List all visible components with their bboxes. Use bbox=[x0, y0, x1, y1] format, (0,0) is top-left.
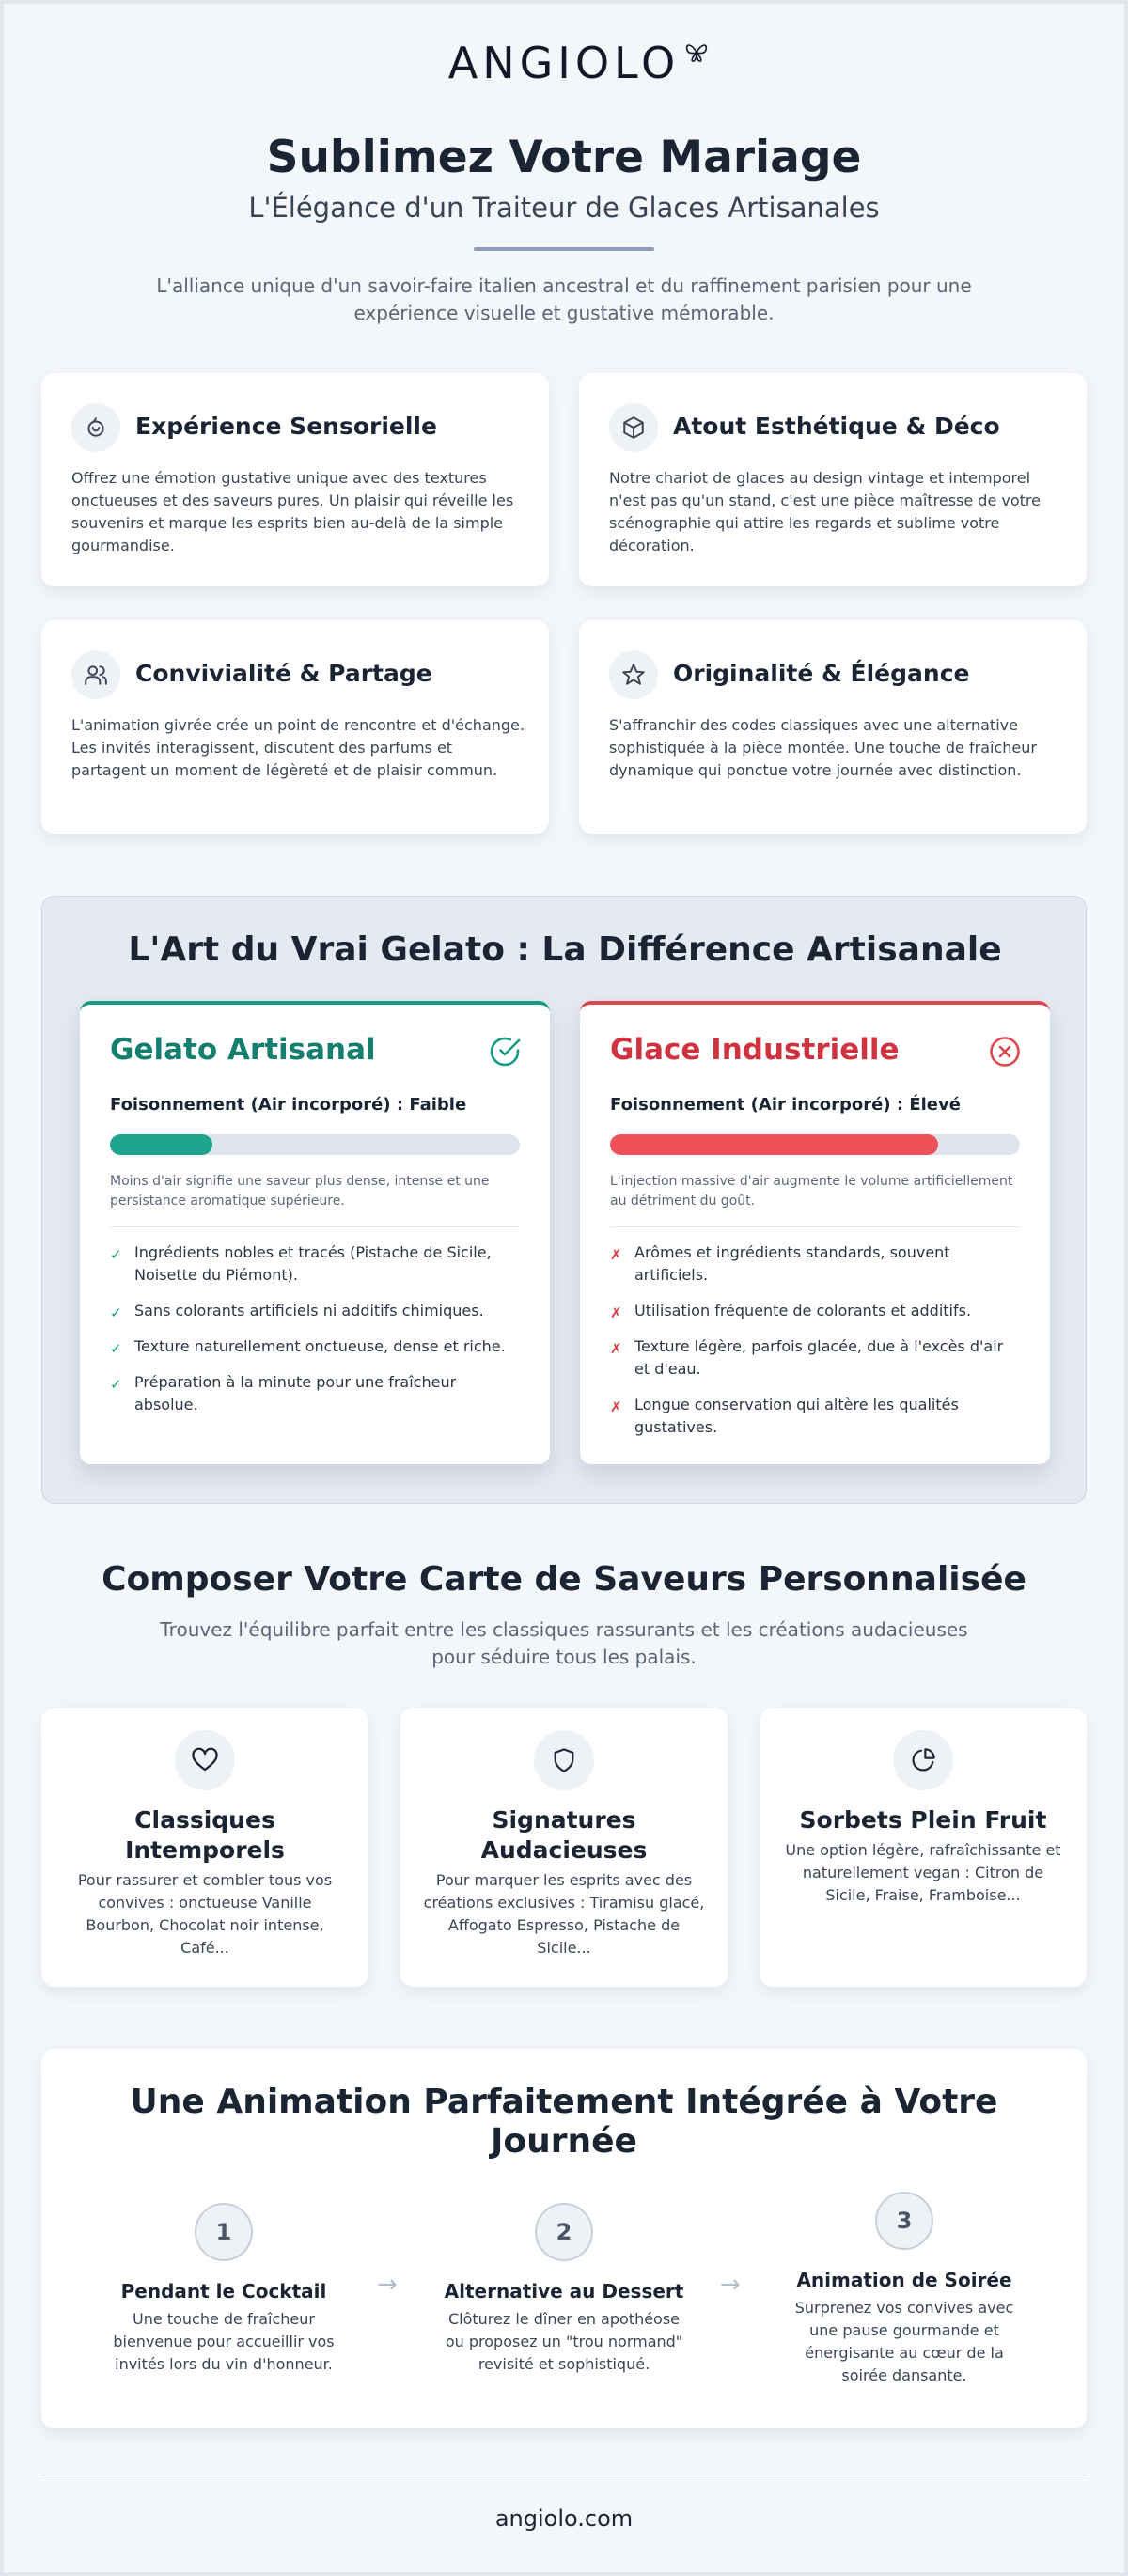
comparison-list-item bbox=[110, 1241, 520, 1287]
users-icon bbox=[71, 650, 120, 699]
flavor-text: Pour marquer les esprits avec des créations exclusives : Tiramisu glacé, Affogato Espresso, Pistache de Sicile... bbox=[423, 1871, 705, 1957]
feature-card-sensory bbox=[41, 373, 549, 586]
timeline-section bbox=[41, 2049, 1087, 2428]
flavor-card-sorbets bbox=[760, 1708, 1087, 1987]
artisanal-note: Moins d'air signifie une saveur plus dense, intense et une persistance aromatique supérieure. bbox=[110, 1174, 490, 1209]
feature-title: Atout Esthétique & Déco bbox=[673, 413, 1000, 440]
step-arrow-icon: → bbox=[377, 2271, 398, 2299]
cube-icon bbox=[609, 403, 658, 452]
check-mark-icon: ✓ bbox=[110, 1304, 122, 1321]
flavor-title: Signatures Audacieuses bbox=[480, 1806, 648, 1864]
comparison-list-item bbox=[110, 1335, 520, 1358]
card-separator bbox=[610, 1226, 1020, 1227]
step-text: Surprenez vos convives avec une pause gourmande et énergisante au cœur de la soirée dansante. bbox=[794, 2299, 1014, 2384]
pie-chart-icon bbox=[893, 1730, 953, 1790]
industrial-air-bar bbox=[610, 1134, 1020, 1155]
heart-icon bbox=[175, 1730, 235, 1790]
industrial-title: Glace Industrielle bbox=[610, 1033, 900, 1067]
feature-title: Convivialité & Partage bbox=[135, 660, 432, 687]
flavor-title: Classiques Intemporels bbox=[125, 1806, 285, 1864]
list-item-text: Texture naturellement onctueuse, dense et riche. bbox=[134, 1337, 506, 1355]
flavors-title: Composer Votre Carte de Saveurs Personnalisée bbox=[102, 1560, 1026, 1599]
brand-logo[interactable]: ANGIOLO bbox=[447, 38, 681, 88]
comparison-list-item bbox=[110, 1300, 520, 1322]
comparison-list-item bbox=[610, 1241, 1020, 1287]
step-title: Animation de Soirée bbox=[796, 2269, 1012, 2291]
feature-title: Expérience Sensorielle bbox=[135, 413, 437, 440]
feature-card-conviviality bbox=[41, 620, 549, 834]
list-item-text: Longue conservation qui altère les qualités gustatives. bbox=[634, 1396, 959, 1436]
timeline-title: Une Animation Parfaitement Intégrée à Votre Journée bbox=[130, 2083, 998, 2161]
flavor-text: Une option légère, rafraîchissante et naturellement vegan : Citron de Sicile, Fraise, Framboise... bbox=[785, 1841, 1061, 1904]
flavors-subtitle: Trouvez l'équilibre parfait entre les classiques rassurants et les créations audacieuses pour séduire tous les palais. bbox=[160, 1618, 968, 1668]
list-item-text: Ingrédients nobles et tracés (Pistache de Sicile, Noisette du Piémont). bbox=[134, 1243, 492, 1284]
page-subtitle: L'Élégance d'un Traiteur de Glaces Artisanales bbox=[248, 192, 880, 224]
cross-mark-icon: ✗ bbox=[610, 1246, 622, 1263]
list-item-text: Préparation à la minute pour une fraîcheur absolue. bbox=[134, 1373, 457, 1413]
butterfly-icon bbox=[682, 38, 711, 66]
step-title: Pendant le Cocktail bbox=[120, 2280, 327, 2303]
check-mark-icon: ✓ bbox=[110, 1376, 122, 1393]
artisanal-metric: Foisonnement (Air incorporé) : Faible bbox=[110, 1095, 467, 1115]
shield-icon bbox=[534, 1730, 594, 1790]
artisanal-list bbox=[110, 1241, 520, 1429]
feature-text: Notre chariot de glaces au design vintage et intemporel n'est pas qu'un stand, c'est une pièce maîtresse de votre scénographie qui attire les regards et sublime votre décoration. bbox=[609, 469, 1041, 554]
step-number: 1 bbox=[195, 2203, 253, 2261]
list-item-text: Arômes et ingrédients standards, souvent artificiels. bbox=[634, 1243, 950, 1284]
card-separator bbox=[110, 1226, 520, 1227]
step-title: Alternative au Dessert bbox=[444, 2280, 684, 2303]
comparison-list-item bbox=[610, 1394, 1020, 1439]
artisanal-title: Gelato Artisanal bbox=[110, 1033, 376, 1067]
comparison-list-item bbox=[610, 1335, 1020, 1381]
step-arrow-icon: → bbox=[720, 2271, 741, 2299]
x-circle-icon bbox=[988, 1035, 1022, 1069]
list-item-text: Texture légère, parfois glacée, due à l'excès d'air et d'eau. bbox=[634, 1337, 1004, 1378]
star-icon bbox=[609, 650, 658, 699]
title-divider bbox=[474, 247, 654, 251]
feature-card-originality bbox=[579, 620, 1087, 834]
page-title: Sublimez Votre Mariage bbox=[266, 132, 862, 183]
feature-title: Originalité & Élégance bbox=[673, 660, 970, 687]
check-circle-icon bbox=[488, 1035, 522, 1069]
industrial-list bbox=[610, 1241, 1020, 1452]
flavor-title: Sorbets Plein Fruit bbox=[799, 1806, 1047, 1834]
industrial-note: L'injection massive d'air augmente le volume artificiellement au détriment du goût. bbox=[610, 1174, 1013, 1209]
comparison-title: L'Art du Vrai Gelato : La Différence Artisanale bbox=[128, 930, 1002, 969]
step-number: 3 bbox=[875, 2192, 933, 2250]
intro-text: L'alliance unique d'un savoir-faire italien ancestral et du raffinement parisien pour une expérience visuelle et gustative mémorable. bbox=[156, 274, 972, 324]
industrial-air-bar-fill bbox=[610, 1134, 938, 1155]
comparison-section bbox=[41, 896, 1087, 1504]
step-number: 2 bbox=[535, 2203, 593, 2261]
feature-text: Offrez une émotion gustative unique avec des textures onctueuses et des saveurs pures. Un plaisir qui réveille les souvenirs et marque les esprits bien au-delà de la simple gourmandise. bbox=[71, 469, 514, 554]
industrial-metric: Foisonnement (Air incorporé) : Élevé bbox=[610, 1095, 961, 1115]
cross-mark-icon: ✗ bbox=[610, 1304, 622, 1321]
list-item-text: Utilisation fréquente de colorants et additifs. bbox=[634, 1302, 972, 1319]
step-text: Clôturez le dîner en apothéose ou proposez un "trou normand" revisité et sophistiqué. bbox=[445, 2310, 683, 2373]
artisanal-air-bar bbox=[110, 1134, 520, 1155]
comparison-list-item bbox=[610, 1300, 1020, 1322]
flavor-card-classics bbox=[41, 1708, 368, 1987]
check-mark-icon: ✓ bbox=[110, 1246, 122, 1263]
artisanal-air-bar-fill bbox=[110, 1134, 212, 1155]
feature-text: S'affranchir des codes classiques avec une alternative sophistiquée à la pièce montée. Une touche de fraîcheur dynamique qui ponctue votre journée avec distinction. bbox=[609, 716, 1037, 779]
industrial-card bbox=[580, 1001, 1050, 1464]
comparison-list-item bbox=[110, 1371, 520, 1416]
cross-mark-icon: ✗ bbox=[610, 1398, 622, 1415]
flavor-card-signatures bbox=[400, 1708, 728, 1987]
footer-website-link[interactable]: angiolo.com bbox=[494, 2506, 634, 2532]
check-mark-icon: ✓ bbox=[110, 1340, 122, 1357]
ice-cream-icon bbox=[71, 403, 120, 452]
feature-text: L'animation givrée crée un point de rencontre et d'échange. Les invités interagissent, discutent des parfums et partagent un moment de légèreté et de plaisir commun. bbox=[71, 716, 525, 779]
feature-card-aesthetic bbox=[579, 373, 1087, 586]
artisanal-card bbox=[80, 1001, 550, 1464]
step-text: Une touche de fraîcheur bienvenue pour accueillir vos invités lors du vin d'honneur. bbox=[113, 2310, 335, 2373]
flavor-text: Pour rassurer et combler tous vos convives : onctueuse Vanille Bourbon, Chocolat noir intense, Café... bbox=[77, 1871, 333, 1957]
cross-mark-icon: ✗ bbox=[610, 1340, 622, 1357]
list-item-text: Sans colorants artificiels ni additifs chimiques. bbox=[134, 1302, 484, 1319]
